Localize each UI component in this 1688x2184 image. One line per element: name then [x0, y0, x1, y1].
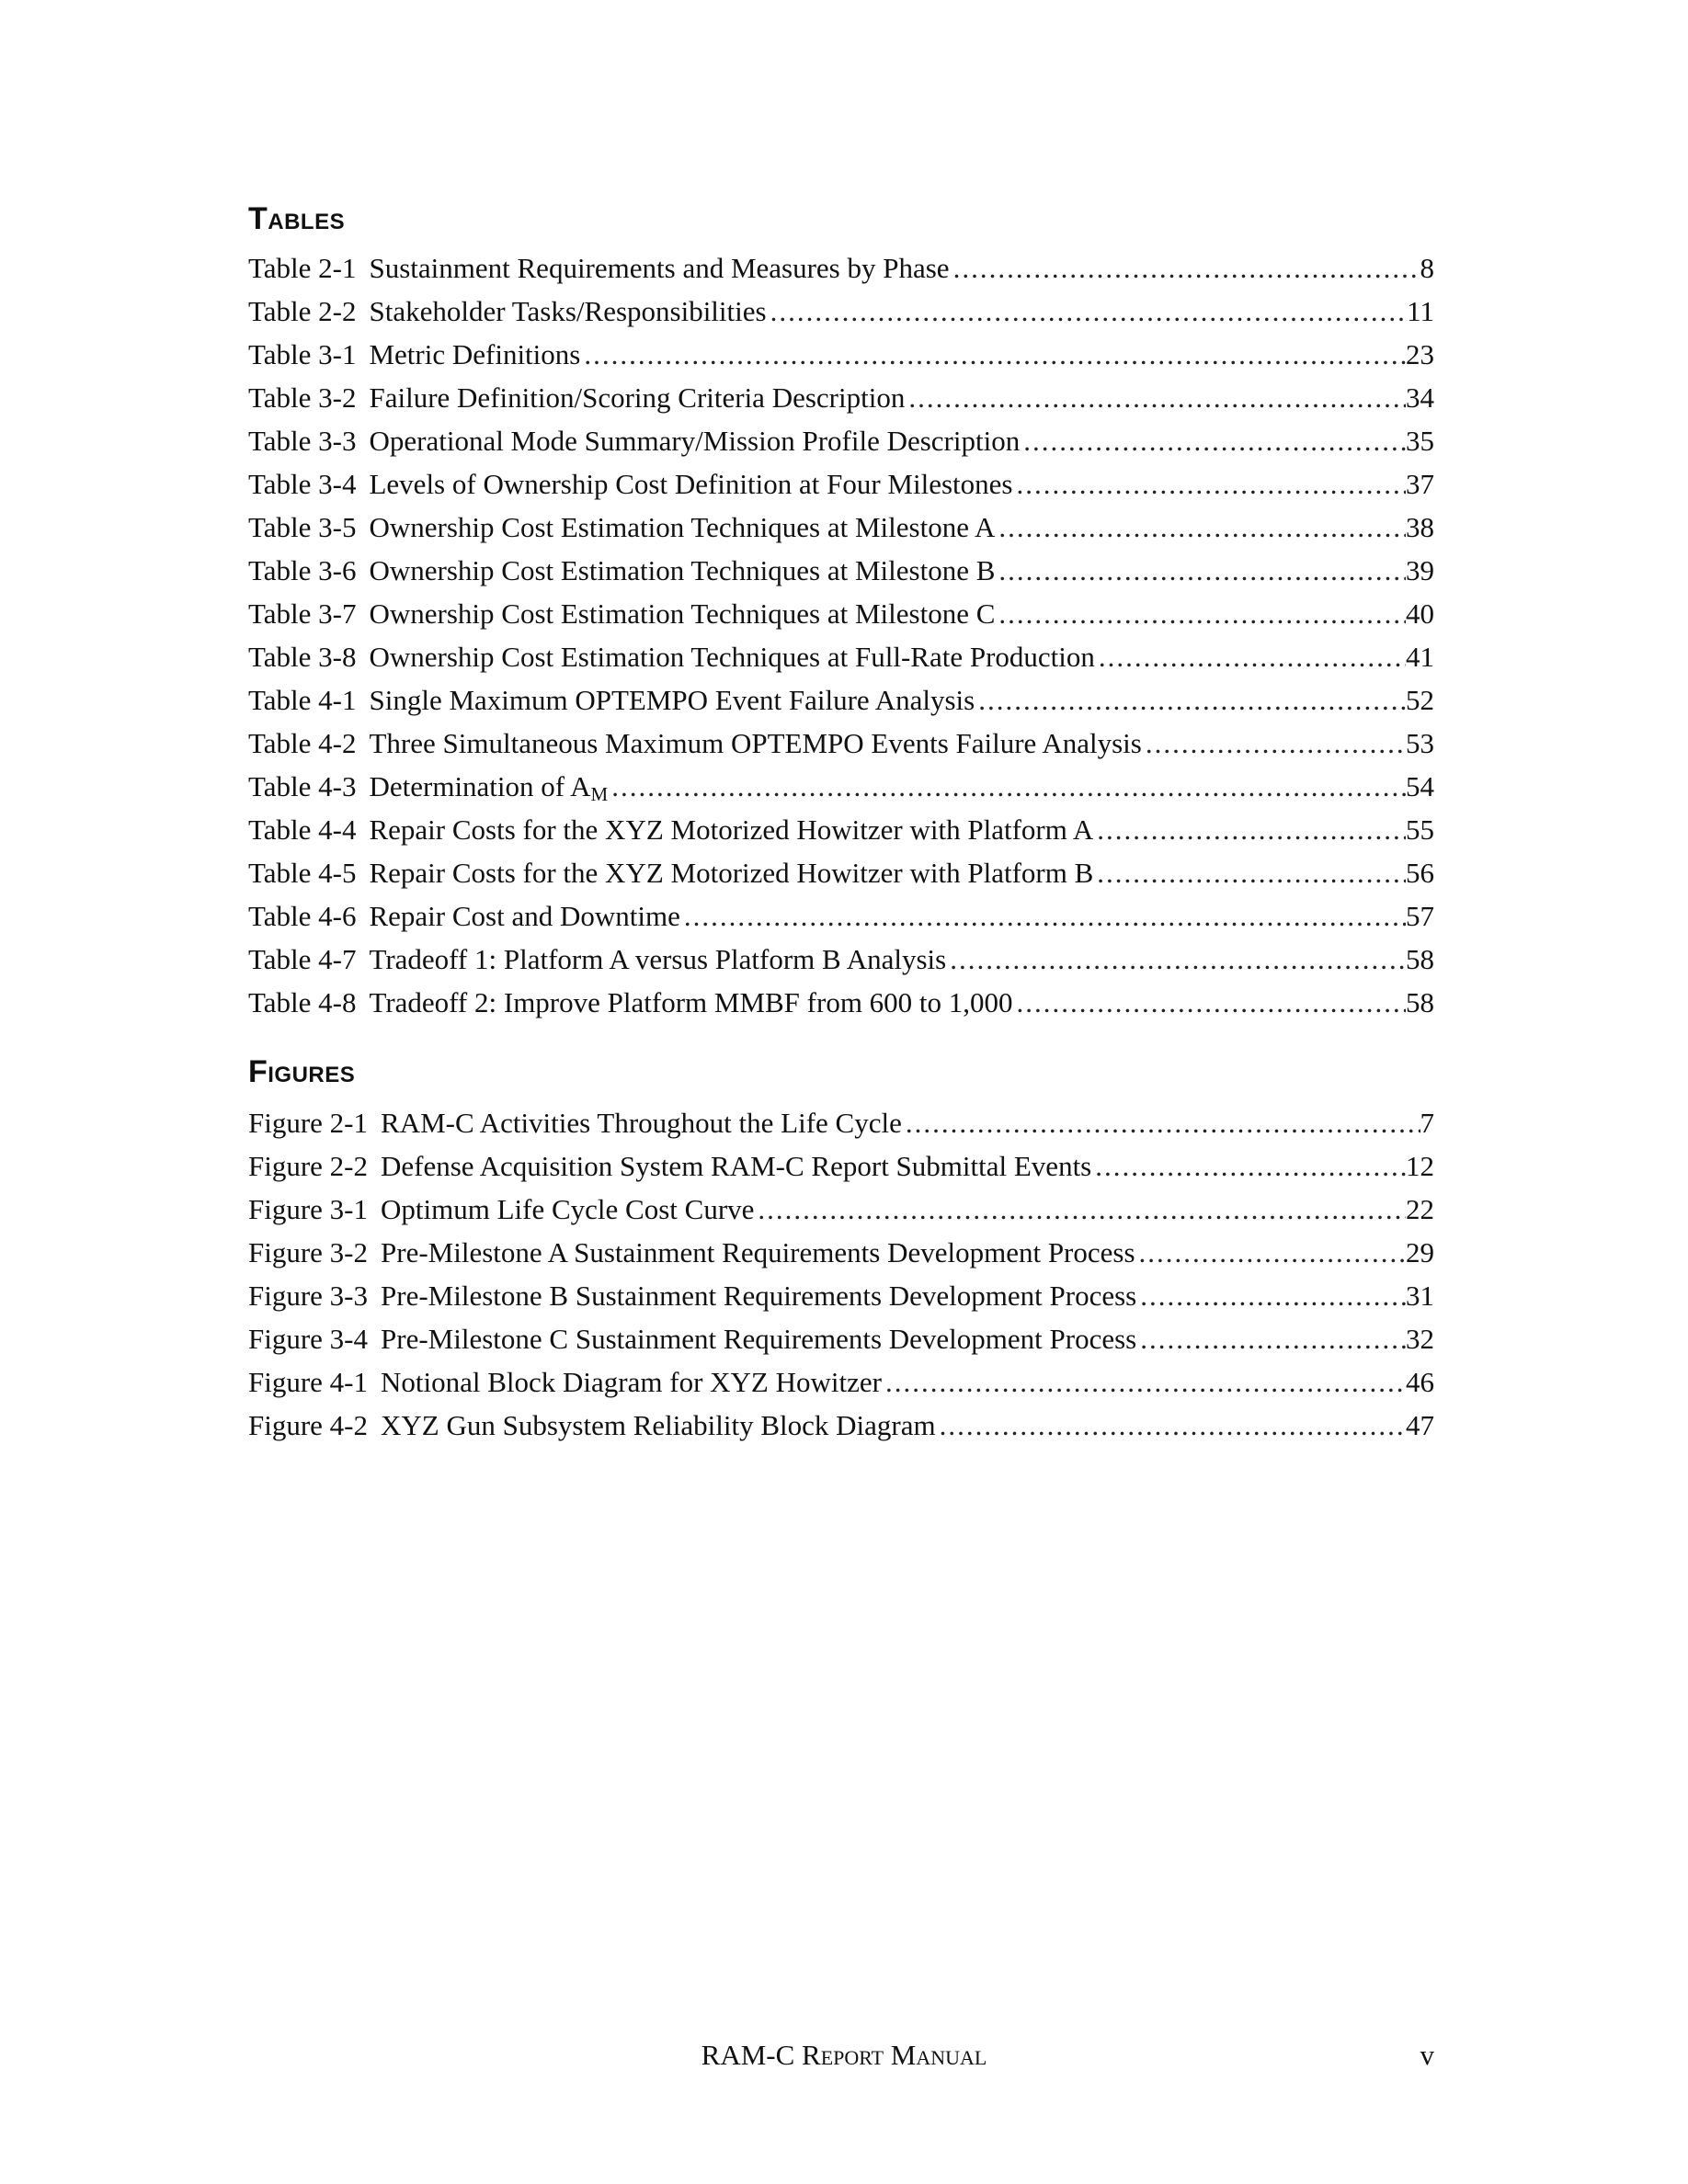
toc-entry-label: Figure 3-4	[248, 1323, 369, 1355]
toc-entry-title: Pre-Milestone B Sustainment Requirements Development Process	[381, 1280, 1137, 1312]
toc-entry-title: Ownership Cost Estimation Techniques at Full-Rate Production	[369, 641, 1095, 673]
dot-leader	[950, 246, 1420, 290]
toc-entry-page: 37	[1406, 468, 1434, 500]
toc-entry-figure-2-1[interactable]	[248, 1101, 1434, 1144]
toc-entry-figure-4-2[interactable]	[248, 1404, 1434, 1447]
toc-entry-table-3-3[interactable]	[248, 419, 1434, 462]
toc-entry-title: Pre-Milestone A Sustainment Requirements Development Process	[381, 1236, 1135, 1268]
toc-entry-table-4-2[interactable]	[248, 722, 1434, 765]
tables-list	[248, 246, 1434, 1024]
toc-entry-title: Repair Cost and Downtime	[369, 900, 680, 932]
title-subscript: M	[590, 783, 609, 805]
dot-leader	[882, 1360, 1406, 1404]
toc-entry-figure-3-3[interactable]	[248, 1274, 1434, 1317]
dot-leader	[905, 376, 1406, 419]
dot-leader	[580, 333, 1406, 376]
dot-leader	[1091, 1144, 1406, 1188]
footer-document-title: RAM-C Report Manual	[701, 2039, 987, 2071]
toc-entry-page: 7	[1420, 1107, 1434, 1139]
toc-entry-label: Table 3-8	[248, 641, 357, 673]
dot-leader	[995, 506, 1406, 549]
toc-entry-label: Figure 3-2	[248, 1236, 369, 1268]
toc-entry-label: Table 4-7	[248, 943, 357, 975]
toc-entry-page: 58	[1406, 943, 1434, 975]
toc-entry-label: Table 4-1	[248, 684, 357, 716]
toc-entry-label: Figure 2-2	[248, 1150, 369, 1182]
toc-entry-title: Repair Costs for the XYZ Motorized Howitzer with Platform B	[369, 857, 1094, 889]
toc-entry-label: Table 4-3	[248, 770, 357, 802]
toc-entry-table-3-8[interactable]	[248, 635, 1434, 678]
dot-leader	[936, 1404, 1406, 1447]
toc-entry-table-4-6[interactable]	[248, 894, 1434, 938]
toc-entry-figure-2-2[interactable]	[248, 1144, 1434, 1188]
toc-entry-title: Levels of Ownership Cost Definition at Four Milestones	[369, 468, 1013, 500]
toc-entry-table-4-5[interactable]	[248, 851, 1434, 894]
toc-entry-figure-3-1[interactable]	[248, 1188, 1434, 1231]
toc-entry-table-3-6[interactable]	[248, 549, 1434, 592]
toc-entry-title: Ownership Cost Estimation Techniques at Milestone B	[369, 554, 996, 586]
dot-leader	[995, 549, 1406, 592]
toc-entry-page: 29	[1406, 1236, 1434, 1268]
toc-entry-label: Table 3-2	[248, 381, 357, 414]
dot-leader	[1020, 419, 1406, 462]
toc-entry-table-3-1[interactable]	[248, 333, 1434, 376]
dot-leader	[946, 938, 1406, 981]
toc-entry-table-4-8[interactable]	[248, 981, 1434, 1024]
toc-entry-page: 35	[1406, 425, 1434, 457]
toc-entry-table-3-2[interactable]	[248, 376, 1434, 419]
toc-entry-label: Table 2-2	[248, 295, 357, 327]
dot-leader	[975, 678, 1406, 722]
dot-leader	[1093, 808, 1406, 851]
toc-entry-label: Figure 3-3	[248, 1280, 369, 1312]
toc-entry-page: 46	[1406, 1366, 1434, 1398]
toc-entry-page: 40	[1406, 597, 1434, 630]
toc-entry-label: Table 3-4	[248, 468, 357, 500]
toc-entry-page: 41	[1406, 641, 1434, 673]
toc-entry-title: Metric Definitions	[369, 338, 581, 370]
toc-entry-page: 55	[1406, 813, 1434, 846]
toc-entry-table-3-7[interactable]	[248, 592, 1434, 635]
toc-entry-page: 47	[1406, 1409, 1434, 1441]
toc-entry-page: 38	[1406, 511, 1434, 543]
toc-entry-table-4-1[interactable]	[248, 678, 1434, 722]
toc-entry-title: Pre-Milestone C Sustainment Requirements Development Process	[381, 1323, 1137, 1355]
toc-entry-page: 39	[1406, 554, 1434, 586]
toc-entry-page: 31	[1406, 1280, 1434, 1312]
footer-page-number: v	[1420, 2039, 1434, 2071]
toc-entry-table-3-4[interactable]	[248, 462, 1434, 506]
toc-entry-table-3-5[interactable]	[248, 506, 1434, 549]
dot-leader	[608, 765, 1406, 808]
dot-leader	[902, 1101, 1420, 1144]
toc-entry-table-4-3[interactable]	[248, 765, 1434, 808]
toc-entry-title: Optimum Life Cycle Cost Curve	[381, 1193, 755, 1225]
toc-entry-label: Figure 4-2	[248, 1409, 369, 1441]
toc-entry-page: 52	[1406, 684, 1434, 716]
toc-entry-title: Tradeoff 1: Platform A versus Platform B Analysis	[369, 943, 947, 975]
dot-leader	[1136, 1274, 1406, 1317]
toc-entry-page: 34	[1406, 381, 1434, 414]
toc-entry-title: Ownership Cost Estimation Techniques at Milestone C	[369, 597, 996, 630]
toc-entry-title: Ownership Cost Estimation Techniques at Milestone A	[369, 511, 996, 543]
toc-entry-page: 32	[1406, 1323, 1434, 1355]
dot-leader	[1012, 462, 1406, 506]
toc-entry-label: Table 4-4	[248, 813, 357, 846]
toc-entry-title: Single Maximum OPTEMPO Event Failure Analysis	[369, 684, 975, 716]
dot-leader	[680, 894, 1406, 938]
dot-leader	[1093, 851, 1406, 894]
toc-entry-label: Figure 2-1	[248, 1107, 369, 1139]
dot-leader	[754, 1188, 1406, 1231]
toc-entry-table-4-4[interactable]	[248, 808, 1434, 851]
toc-entry-title: RAM-C Activities Throughout the Life Cycle	[381, 1107, 902, 1139]
toc-entry-label: Table 4-6	[248, 900, 357, 932]
toc-entry-page: 8	[1420, 252, 1434, 284]
toc-entry-figure-4-1[interactable]	[248, 1360, 1434, 1404]
toc-entry-title: Repair Costs for the XYZ Motorized Howitzer with Platform A	[369, 813, 1094, 846]
tables-heading: Tables	[248, 201, 346, 236]
toc-entry-label: Table 4-2	[248, 727, 357, 759]
toc-entry-page: 57	[1406, 900, 1434, 932]
toc-entry-title: XYZ Gun Subsystem Reliability Block Diagram	[381, 1409, 936, 1441]
dot-leader	[995, 592, 1406, 635]
toc-entry-title: Sustainment Requirements and Measures by Phase	[369, 252, 950, 284]
toc-entry-title: Tradeoff 2: Improve Platform MMBF from 600 to 1,000	[369, 986, 1013, 1018]
toc-entry-page: 23	[1406, 338, 1434, 370]
toc-entry-label: Figure 3-1	[248, 1193, 369, 1225]
dot-leader	[767, 290, 1408, 333]
toc-entry-figure-3-4[interactable]	[248, 1317, 1434, 1360]
toc-entry-table-4-7[interactable]	[248, 938, 1434, 981]
toc-entry-title-text: Determination of A	[369, 770, 591, 802]
dot-leader	[1095, 635, 1406, 678]
toc-entry-title: Defense Acquisition System RAM-C Report Submittal Events	[381, 1150, 1092, 1182]
toc-entry-label: Table 3-5	[248, 511, 357, 543]
toc-entry-page: 22	[1406, 1193, 1434, 1225]
toc-entry-page: 58	[1406, 986, 1434, 1018]
toc-entry-page: 56	[1406, 857, 1434, 889]
toc-entry-label: Table 4-8	[248, 986, 357, 1018]
toc-entry-label: Table 3-7	[248, 597, 357, 630]
toc-entry-page: 11	[1407, 295, 1434, 327]
figures-list	[248, 1101, 1434, 1447]
toc-entry-label: Figure 4-1	[248, 1366, 369, 1398]
toc-entry-page: 12	[1406, 1150, 1434, 1182]
dot-leader	[1136, 1317, 1406, 1360]
toc-entry-title: Operational Mode Summary/Mission Profile Description	[369, 425, 1021, 457]
toc-entry-label: Table 3-6	[248, 554, 357, 586]
figures-heading: Figures	[248, 1054, 356, 1089]
dot-leader	[1013, 981, 1406, 1024]
toc-entry-label: Table 3-3	[248, 425, 357, 457]
toc-entry-label: Table 4-5	[248, 857, 357, 889]
dot-leader	[1142, 722, 1406, 765]
toc-entry-title: Three Simultaneous Maximum OPTEMPO Events Failure Analysis	[369, 727, 1142, 759]
toc-entry-table-2-2[interactable]	[248, 290, 1434, 333]
toc-entry-title: Failure Definition/Scoring Criteria Description	[369, 381, 906, 414]
toc-entry-label: Table 3-1	[248, 338, 357, 370]
toc-entry-figure-3-2[interactable]	[248, 1231, 1434, 1274]
dot-leader	[1135, 1231, 1406, 1274]
toc-entry-title: Stakeholder Tasks/Responsibilities	[369, 295, 767, 327]
toc-entry-page: 54	[1406, 770, 1434, 802]
toc-entry-table-2-1[interactable]	[248, 246, 1434, 290]
toc-entry-page: 53	[1406, 727, 1434, 759]
toc-entry-label: Table 2-1	[248, 252, 357, 284]
toc-entry-title: Notional Block Diagram for XYZ Howitzer	[381, 1366, 882, 1398]
